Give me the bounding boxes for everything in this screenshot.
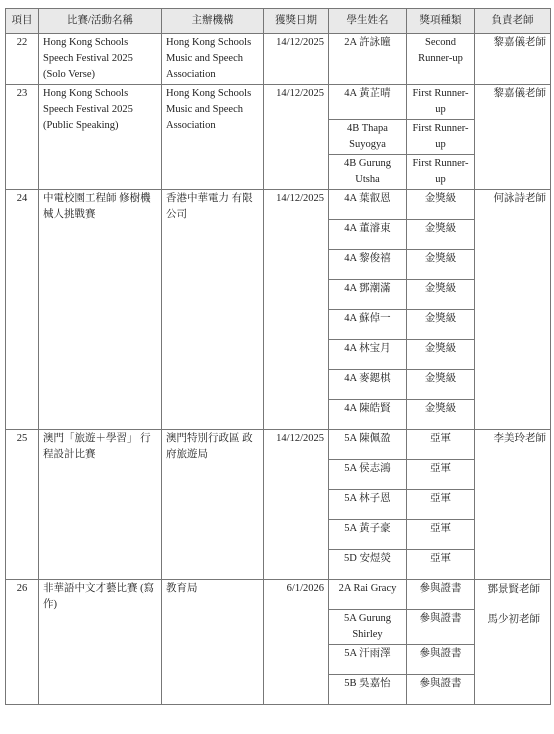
- event-name: 非華語中文才藝比賽 (寫作): [39, 580, 162, 705]
- award-type: 金獎級: [407, 280, 475, 310]
- item-no: 22: [6, 34, 39, 85]
- award-type: 金獎級: [407, 310, 475, 340]
- award-type: 金獎級: [407, 190, 475, 220]
- student-name: 4B Thapa Suyogya: [329, 120, 407, 155]
- student-name: 4A 麥鍶棋: [329, 370, 407, 400]
- organizer-name: 香港中華電力 有限公司: [162, 190, 264, 430]
- teacher-name: 鄧景賢老師: [487, 584, 540, 595]
- award-type: 亞軍: [407, 490, 475, 520]
- teacher-name: 黎嘉儀老師: [475, 85, 551, 190]
- organizer-name: Hong Kong Schools Music and Speech Association: [162, 34, 264, 85]
- header-student: 學生姓名: [329, 9, 407, 34]
- student-name: 5A 陳佩盈: [329, 430, 407, 460]
- student-name: 5B 吳嘉怡: [329, 675, 407, 705]
- student-name: 5A 汗雨澤: [329, 645, 407, 675]
- award-type: 金獎級: [407, 400, 475, 430]
- award-type: First Runner-up: [407, 85, 475, 120]
- award-type: 金獎級: [407, 250, 475, 280]
- student-name: 4B Gurung Utsha: [329, 155, 407, 190]
- teacher-name: 黎嘉儀老師: [475, 34, 551, 85]
- header-event: 比賽/活動名稱: [39, 9, 162, 34]
- award-type: 亞軍: [407, 430, 475, 460]
- award-type: 金獎級: [407, 340, 475, 370]
- event-name: Hong Kong Schools Speech Festival 2025 (Public Speaking): [39, 85, 162, 190]
- header-teacher: 負責老師: [475, 9, 551, 34]
- student-name: 4A 董濬東: [329, 220, 407, 250]
- awards-table: [5, 8, 551, 705]
- organizer-name: 澳門特別行政區 政府旅遊局: [162, 430, 264, 580]
- teacher-cell: [475, 580, 551, 705]
- award-type: 金獎級: [407, 370, 475, 400]
- item-no: 25: [6, 430, 39, 580]
- award-date: 14/12/2025: [264, 34, 329, 85]
- student-name: 5A 黃子豪: [329, 520, 407, 550]
- student-name: 4A 黃芷晴: [329, 85, 407, 120]
- table-row: [6, 34, 551, 85]
- award-type: 參與證書: [407, 580, 475, 610]
- student-name: 5A Gurung Shirley: [329, 610, 407, 645]
- header-row: [6, 9, 551, 34]
- table-row: [6, 190, 551, 220]
- award-type: First Runner-up: [407, 155, 475, 190]
- student-name: 5A 侯志鴻: [329, 460, 407, 490]
- award-date: 14/12/2025: [264, 190, 329, 430]
- student-name: 4A 黎俊禧: [329, 250, 407, 280]
- header-date: 獲獎日期: [264, 9, 329, 34]
- student-name: 4A 林宝月: [329, 340, 407, 370]
- award-date: 14/12/2025: [264, 430, 329, 580]
- student-name: 4A 陳皓賢: [329, 400, 407, 430]
- item-no: 24: [6, 190, 39, 430]
- student-name: 4A 葉叡恩: [329, 190, 407, 220]
- table-row: [6, 430, 551, 460]
- award-type: 參與證書: [407, 645, 475, 675]
- student-name: 2A Rai Gracy: [329, 580, 407, 610]
- header-no: 項目: [6, 9, 39, 34]
- award-type: 亞軍: [407, 550, 475, 580]
- table-row: [6, 85, 551, 120]
- award-type: 金獎級: [407, 220, 475, 250]
- teacher-name: 李美玲老師: [475, 430, 551, 580]
- header-award: 獎項種類: [407, 9, 475, 34]
- award-type: First Runner-up: [407, 120, 475, 155]
- student-name: 4A 蘇倬一: [329, 310, 407, 340]
- award-type: 參與證書: [407, 675, 475, 705]
- award-date: 14/12/2025: [264, 85, 329, 190]
- award-type: 參與證書: [407, 610, 475, 645]
- awards-table-frame: [5, 8, 550, 728]
- item-no: 26: [6, 580, 39, 705]
- student-name: 2A 許詠曈: [329, 34, 407, 85]
- student-name: 5A 林子恩: [329, 490, 407, 520]
- teacher-name: 馬少初老師: [487, 614, 540, 625]
- event-name: Hong Kong Schools Speech Festival 2025 (Solo Verse): [39, 34, 162, 85]
- award-type: 亞軍: [407, 460, 475, 490]
- header-organizer: 主辦機構: [162, 9, 264, 34]
- award-type: 亞軍: [407, 520, 475, 550]
- teacher-name: 何詠詩老師: [475, 190, 551, 430]
- award-type: Second Runner-up: [407, 34, 475, 85]
- event-name: 澳門「旅遊＋學習」 行程設計比賽: [39, 430, 162, 580]
- student-name: 4A 鄧潮滿: [329, 280, 407, 310]
- event-name: 中電校園工程師 修樹機械人挑戰賽: [39, 190, 162, 430]
- organizer-name: Hong Kong Schools Music and Speech Association: [162, 85, 264, 190]
- student-name: 5D 安煜熒: [329, 550, 407, 580]
- table-row: [6, 580, 551, 610]
- award-date: 6/1/2026: [264, 580, 329, 705]
- organizer-name: 教育局: [162, 580, 264, 705]
- item-no: 23: [6, 85, 39, 190]
